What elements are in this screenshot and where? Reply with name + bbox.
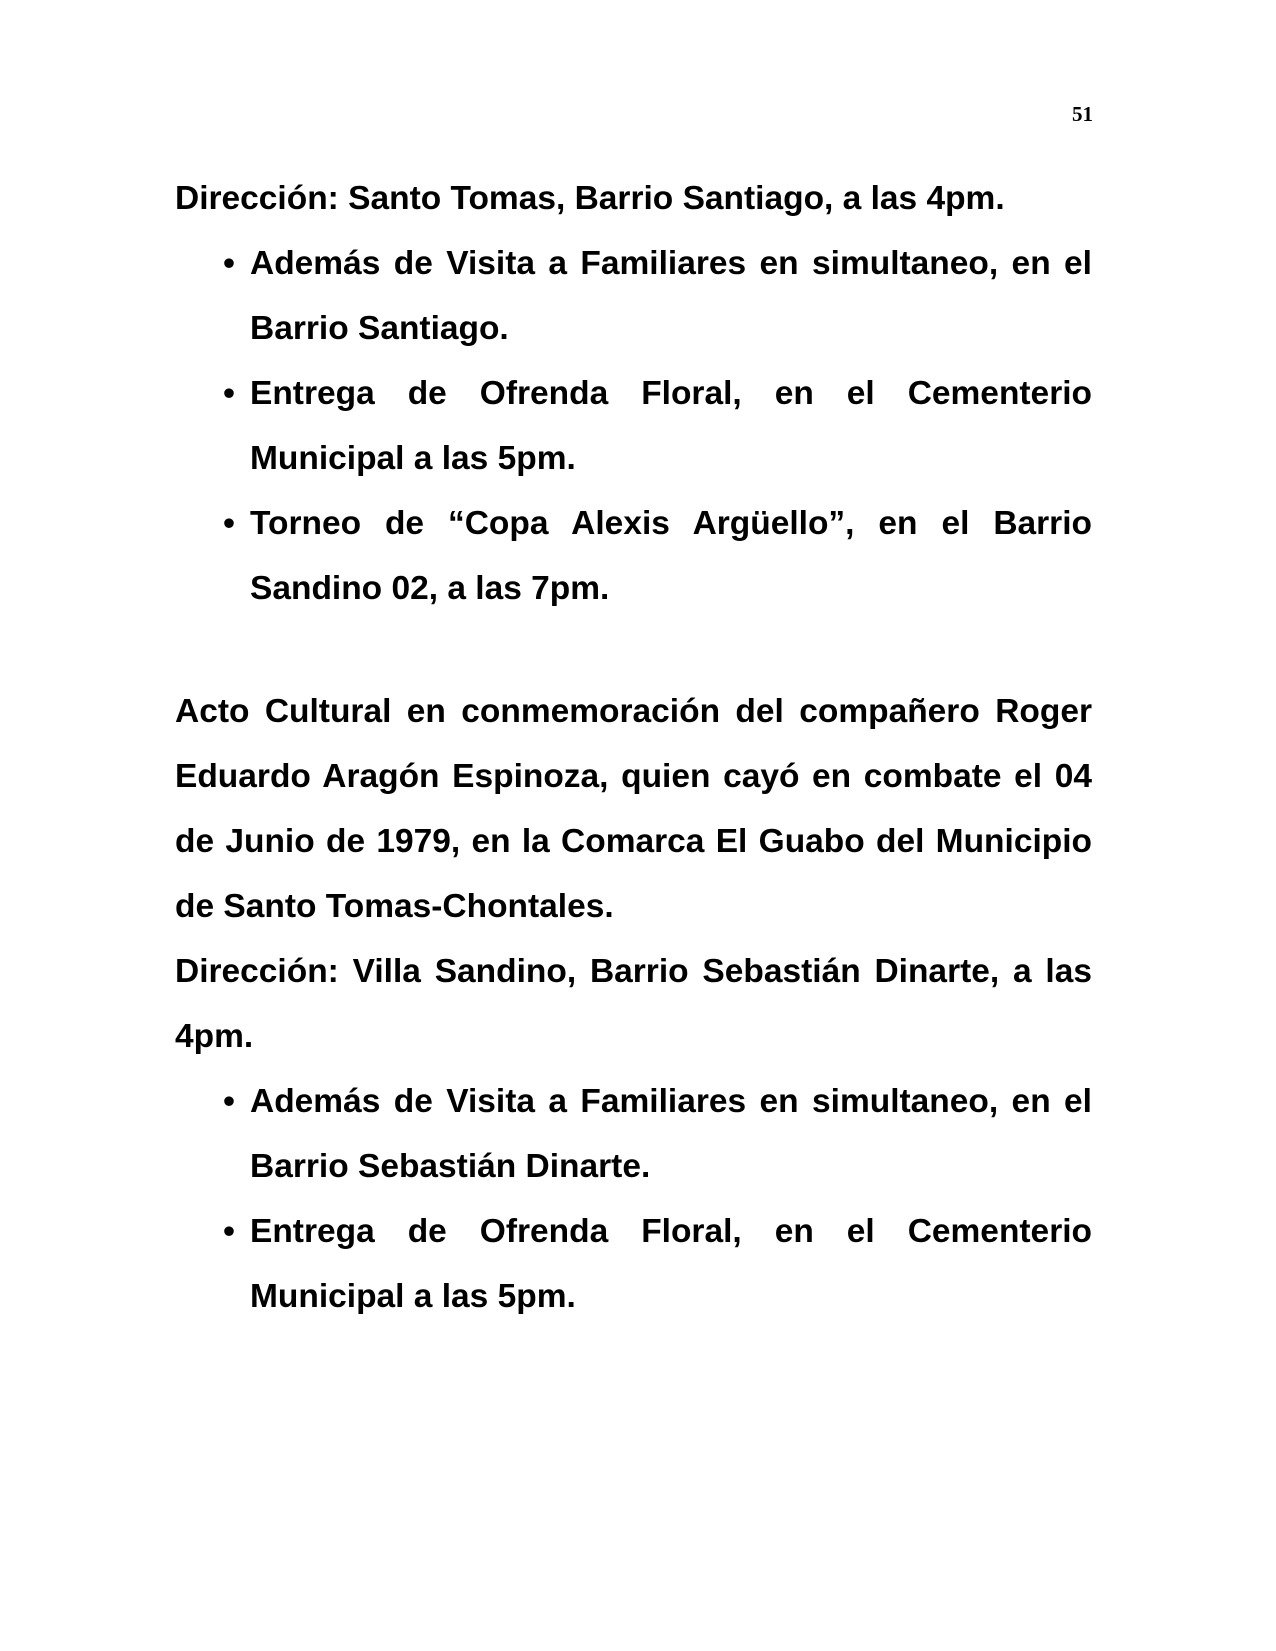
section2-address: Dirección: Villa Sandino, Barrio Sebastián Dinarte, a las 4pm. [175, 953, 1092, 1055]
bullet-text: Entrega de Ofrenda Floral, en el Cementerio Municipal a las 5pm. [250, 375, 1092, 477]
bullet-icon: • [223, 1083, 235, 1120]
bullet-text: Entrega de Ofrenda Floral, en el Cementerio Municipal a las 5pm. [250, 1213, 1092, 1315]
bullet-icon: • [223, 1213, 235, 1250]
section-spacer [175, 621, 1092, 679]
section1-bullet-list [175, 231, 1092, 621]
bullet-item [175, 1199, 1092, 1329]
bullet-item [175, 361, 1092, 491]
bullet-text: Además de Visita a Familiares en simultaneo, en el Barrio Sebastián Dinarte. [250, 1083, 1092, 1185]
bullet-text: Además de Visita a Familiares en simultaneo, en el Barrio Santiago. [250, 245, 1092, 347]
bullet-item [175, 491, 1092, 621]
page-number: 51 [1072, 102, 1093, 126]
section2-intro: Acto Cultural en conmemoración del compañero Roger Eduardo Aragón Espinoza, quien cayó en combate el 04 de Junio de 1979, en la Comarca El Guabo del Municipio de Santo Tomas-Chontales. [175, 693, 1092, 925]
bullet-text: Torneo de “Copa Alexis Argüello”, en el Barrio Sandino 02, a las 7pm. [250, 505, 1092, 607]
bullet-item [175, 231, 1092, 361]
section2-bullet-list [175, 1069, 1092, 1329]
bullet-icon: • [223, 245, 235, 282]
bullet-icon: • [223, 375, 235, 412]
section1-address: Dirección: Santo Tomas, Barrio Santiago, a las 4pm. [175, 180, 1005, 217]
bullet-item [175, 1069, 1092, 1199]
page-content [175, 166, 1092, 1329]
bullet-icon: • [223, 505, 235, 542]
